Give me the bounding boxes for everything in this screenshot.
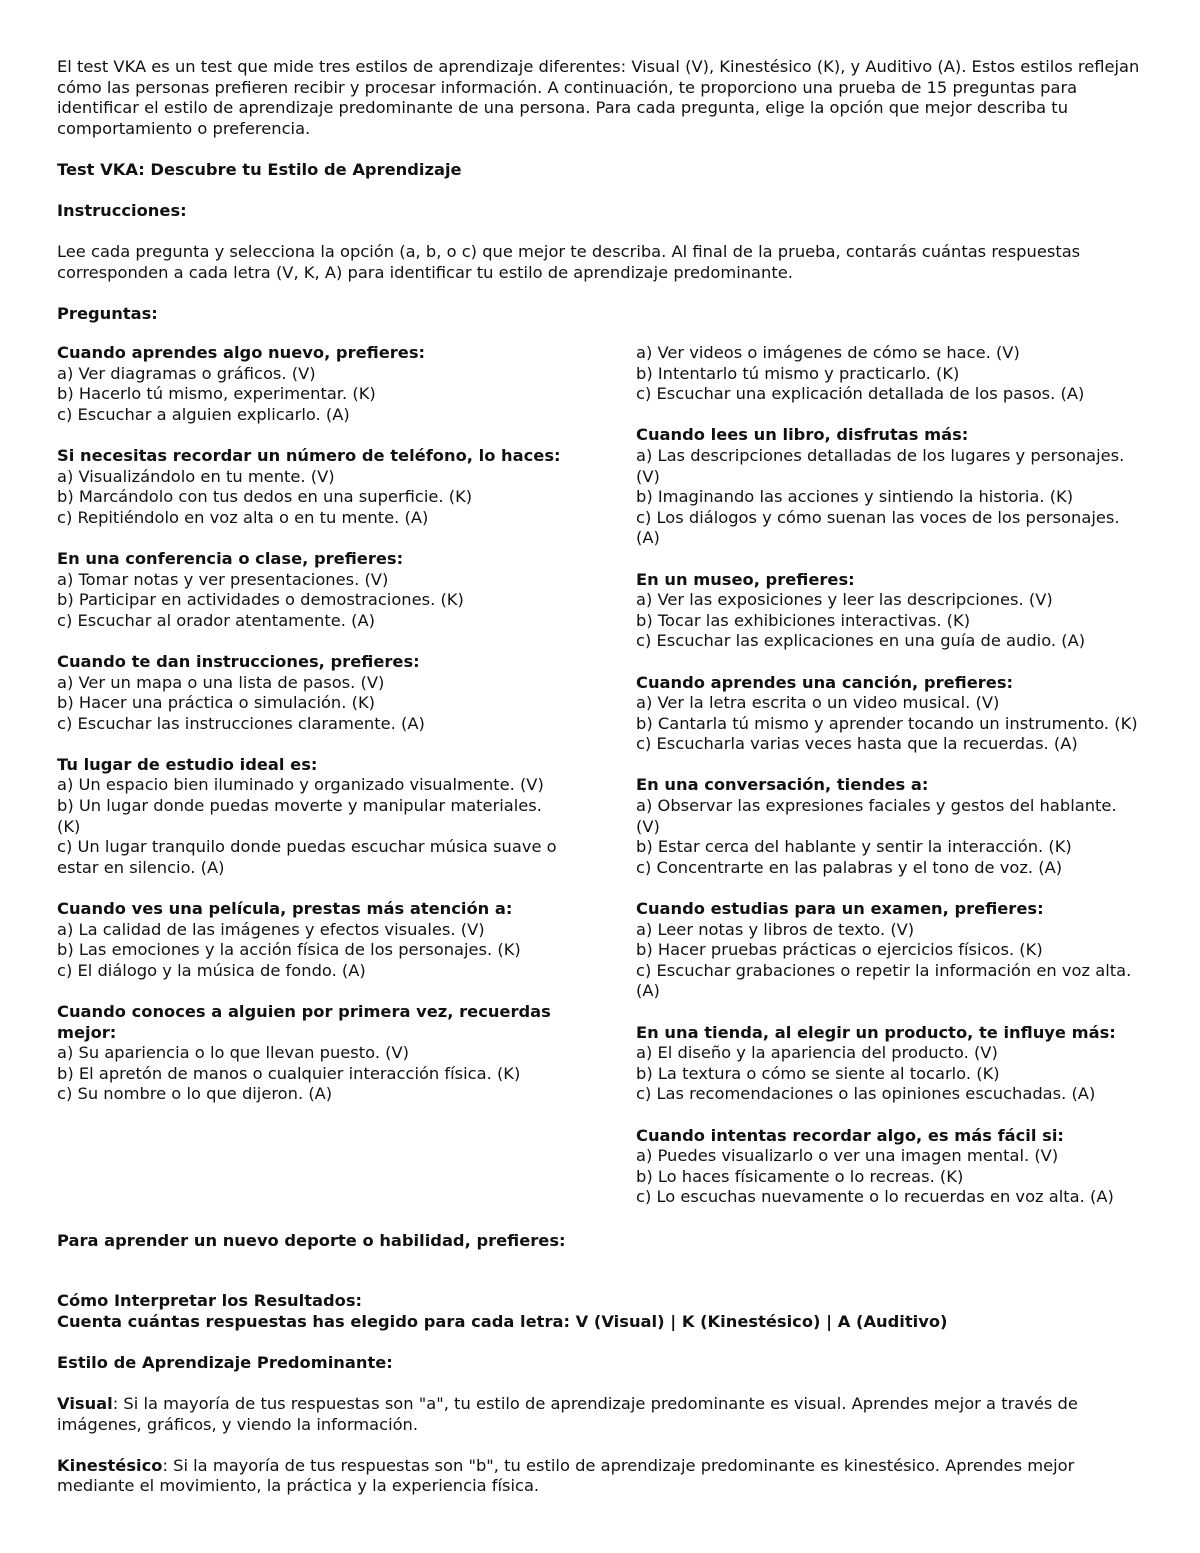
question-title: En una conferencia o clase, prefieres: <box>57 548 404 568</box>
option-c: c) Escuchar una explicación detallada de los pasos. (A) <box>636 384 1085 404</box>
visual-text: : Si la mayoría de tus respuestas son "a", tu estilo de aprendizaje predominante es visual. Aprendes mejor a través de imágenes, gráficos, y viendo la información. <box>57 1393 1078 1434</box>
option-a: a) Visualizándolo en tu mente. (V) <box>57 466 335 486</box>
question-title: Si necesitas recordar un número de teléfono, lo haces: <box>57 445 561 465</box>
kinesthetic-description <box>57 1456 1142 1497</box>
option-b: b) La textura o cómo se siente al tocarlo. (K) <box>636 1063 1000 1083</box>
option-c: c) Repitiéndolo en voz alta o en tu mente. (A) <box>57 507 429 527</box>
option-a: a) Las descripciones detalladas de los lugares y personajes. (V) <box>636 445 1125 486</box>
option-c: c) Escuchar grabaciones o repetir la información en voz alta. (A) <box>636 960 1132 1001</box>
option-a: a) Tomar notas y ver presentaciones. (V) <box>57 569 389 589</box>
question-block <box>636 425 1142 549</box>
question-block <box>636 673 1142 755</box>
option-a: a) Un espacio bien iluminado y organizado visualmente. (V) <box>57 775 544 795</box>
results-count-text: Cuenta cuántas respuestas has elegido para cada letra: V (Visual) | K (Kinestésico) | A (Auditivo) <box>57 1311 948 1331</box>
question-block <box>57 1002 567 1105</box>
question-title: Cuando lees un libro, disfrutas más: <box>636 425 969 445</box>
question-title: Cuando estudias para un examen, prefieres: <box>636 899 1044 919</box>
option-c: c) Su nombre o lo que dijeron. (A) <box>57 1084 333 1104</box>
option-b: b) Intentarlo tú mismo y practicarlo. (K) <box>636 363 960 383</box>
question-title: Cuando intentas recordar algo, es más fácil si: <box>636 1125 1064 1145</box>
kinesthetic-text: : Si la mayoría de tus respuestas son "b", tu estilo de aprendizaje predominante es kinestésico. Aprendes mejor mediante el movimiento, la práctica y la experiencia física. <box>57 1455 1075 1496</box>
option-b: b) Cantarla tú mismo y aprender tocando un instrumento. (K) <box>636 713 1138 733</box>
option-c: c) Escuchar al orador atentamente. (A) <box>57 610 375 630</box>
option-b: b) Hacerlo tú mismo, experimentar. (K) <box>57 384 376 404</box>
option-c: c) Escucharla varias veces hasta que la recuerdas. (A) <box>636 734 1078 754</box>
question-title: En un museo, prefieres: <box>636 569 855 589</box>
results-section <box>57 1291 1142 1497</box>
option-b: b) Lo haces físicamente o lo recreas. (K) <box>636 1166 964 1186</box>
sport-question-title: Para aprender un nuevo deporte o habilidad, prefieres: <box>57 1231 566 1250</box>
left-column <box>57 343 567 1250</box>
question-title: Cuando te dan instrucciones, prefieres: <box>57 651 420 671</box>
right-column <box>636 343 1142 1229</box>
question-title: Tu lugar de estudio ideal es: <box>57 754 318 774</box>
instructions-heading: Instrucciones: <box>57 201 187 221</box>
question-title: Cuando ves una película, prestas más atención a: <box>57 899 513 919</box>
question-block <box>636 775 1142 878</box>
question-title: Cuando aprendes una canción, prefieres: <box>636 672 1014 692</box>
option-c: c) El diálogo y la música de fondo. (A) <box>57 960 366 980</box>
question-title: En una tienda, al elegir un producto, te influye más: <box>636 1022 1116 1042</box>
question-block <box>57 549 567 631</box>
questions-heading: Preguntas: <box>57 304 158 324</box>
option-b: b) Participar en actividades o demostraciones. (K) <box>57 590 464 610</box>
question-block <box>57 652 567 734</box>
question-title: En una conversación, tiendes a: <box>636 775 929 795</box>
option-b: b) Marcándolo con tus dedos en una superficie. (K) <box>57 487 473 507</box>
intro-paragraph: El test VKA es un test que mide tres estilos de aprendizaje diferentes: Visual (V), Kinestésico (K), y Auditivo (A). Estos estilos reflejan cómo las personas prefieren recibir y procesar información. A continuación, te proporciono una prueba de 15 preguntas para identificar el estilo de aprendizaje predominante de una persona. Para cada pregunta, elige la opción que mejor describa tu comportamiento o preferencia. <box>57 57 1140 138</box>
question-block <box>57 755 567 879</box>
option-a: a) Puedes visualizarlo o ver una imagen mental. (V) <box>636 1146 1059 1166</box>
option-b: b) Un lugar donde puedas moverte y manipular materiales. (K) <box>57 796 542 836</box>
option-b: b) Estar cerca del hablante y sentir la interacción. (K) <box>636 837 1072 857</box>
option-a: a) Leer notas y libros de texto. (V) <box>636 919 915 939</box>
option-a: a) Ver diagramas o gráficos. (V) <box>57 363 316 383</box>
test-title: Test VKA: Descubre tu Estilo de Aprendizaje <box>57 159 462 179</box>
option-c: c) Escuchar las explicaciones en una guía de audio. (A) <box>636 631 1086 651</box>
results-heading: Cómo Interpretar los Resultados: <box>57 1291 363 1310</box>
option-c: c) Los diálogos y cómo suenan las voces de los personajes. (A) <box>636 507 1120 548</box>
option-b: b) Las emociones y la acción física de los personajes. (K) <box>57 940 521 960</box>
option-c: c) Escuchar las instrucciones claramente. (A) <box>57 713 425 733</box>
question-block-continued <box>636 343 1142 405</box>
option-c: c) Escuchar a alguien explicarlo. (A) <box>57 404 350 424</box>
option-b: b) El apretón de manos o cualquier interacción física. (K) <box>57 1063 521 1083</box>
option-c: c) Lo escuchas nuevamente o lo recuerdas en voz alta. (A) <box>636 1187 1114 1207</box>
question-block <box>636 570 1142 652</box>
option-a: a) Su apariencia o lo que llevan puesto. (V) <box>57 1043 410 1063</box>
option-c: c) Las recomendaciones o las opiniones escuchadas. (A) <box>636 1084 1096 1104</box>
visual-label: Visual <box>57 1393 113 1413</box>
question-title: Cuando aprendes algo nuevo, prefieres: <box>57 343 426 362</box>
option-b: b) Hacer una práctica o simulación. (K) <box>57 693 375 713</box>
question-block <box>57 899 567 981</box>
question-block <box>57 343 567 425</box>
question-block <box>636 1023 1142 1105</box>
instructions-text: Lee cada pregunta y selecciona la opción (a, b, o c) que mejor te describa. Al final de la prueba, contarás cuántas respuestas corresponden a cada letra (V, K, A) para identificar tu estilo de aprendizaje predominante. <box>57 242 1081 282</box>
style-heading: Estilo de Aprendizaje Predominante: <box>57 1352 393 1372</box>
option-a: a) Ver un mapa o una lista de pasos. (V) <box>57 672 385 692</box>
document-header <box>57 57 1142 325</box>
question-block <box>636 899 1142 1002</box>
option-a: a) La calidad de las imágenes y efectos visuales. (V) <box>57 919 485 939</box>
option-a: a) Ver las exposiciones y leer las descripciones. (V) <box>636 590 1053 610</box>
option-a: a) Ver la letra escrita o un video musical. (V) <box>636 693 1000 713</box>
visual-description <box>57 1394 1142 1435</box>
question-title: Cuando conoces a alguien por primera vez, recuerdas mejor: <box>57 1002 551 1042</box>
option-c: c) Concentrarte en las palabras y el tono de voz. (A) <box>636 857 1063 877</box>
question-block <box>636 1126 1142 1208</box>
question-block <box>57 446 567 528</box>
kinesthetic-label: Kinestésico <box>57 1455 163 1475</box>
option-a: a) Observar las expresiones faciales y gestos del hablante. (V) <box>636 796 1117 836</box>
option-b: b) Imaginando las acciones y sintiendo la historia. (K) <box>636 487 1074 507</box>
option-a: a) Ver videos o imágenes de cómo se hace. (V) <box>636 343 1020 362</box>
option-a: a) El diseño y la apariencia del producto. (V) <box>636 1043 998 1063</box>
option-c: c) Un lugar tranquilo donde puedas escuchar música suave o estar en silencio. (A) <box>57 837 557 877</box>
option-b: b) Hacer pruebas prácticas o ejercicios físicos. (K) <box>636 940 1043 960</box>
option-b: b) Tocar las exhibiciones interactivas. (K) <box>636 610 971 630</box>
